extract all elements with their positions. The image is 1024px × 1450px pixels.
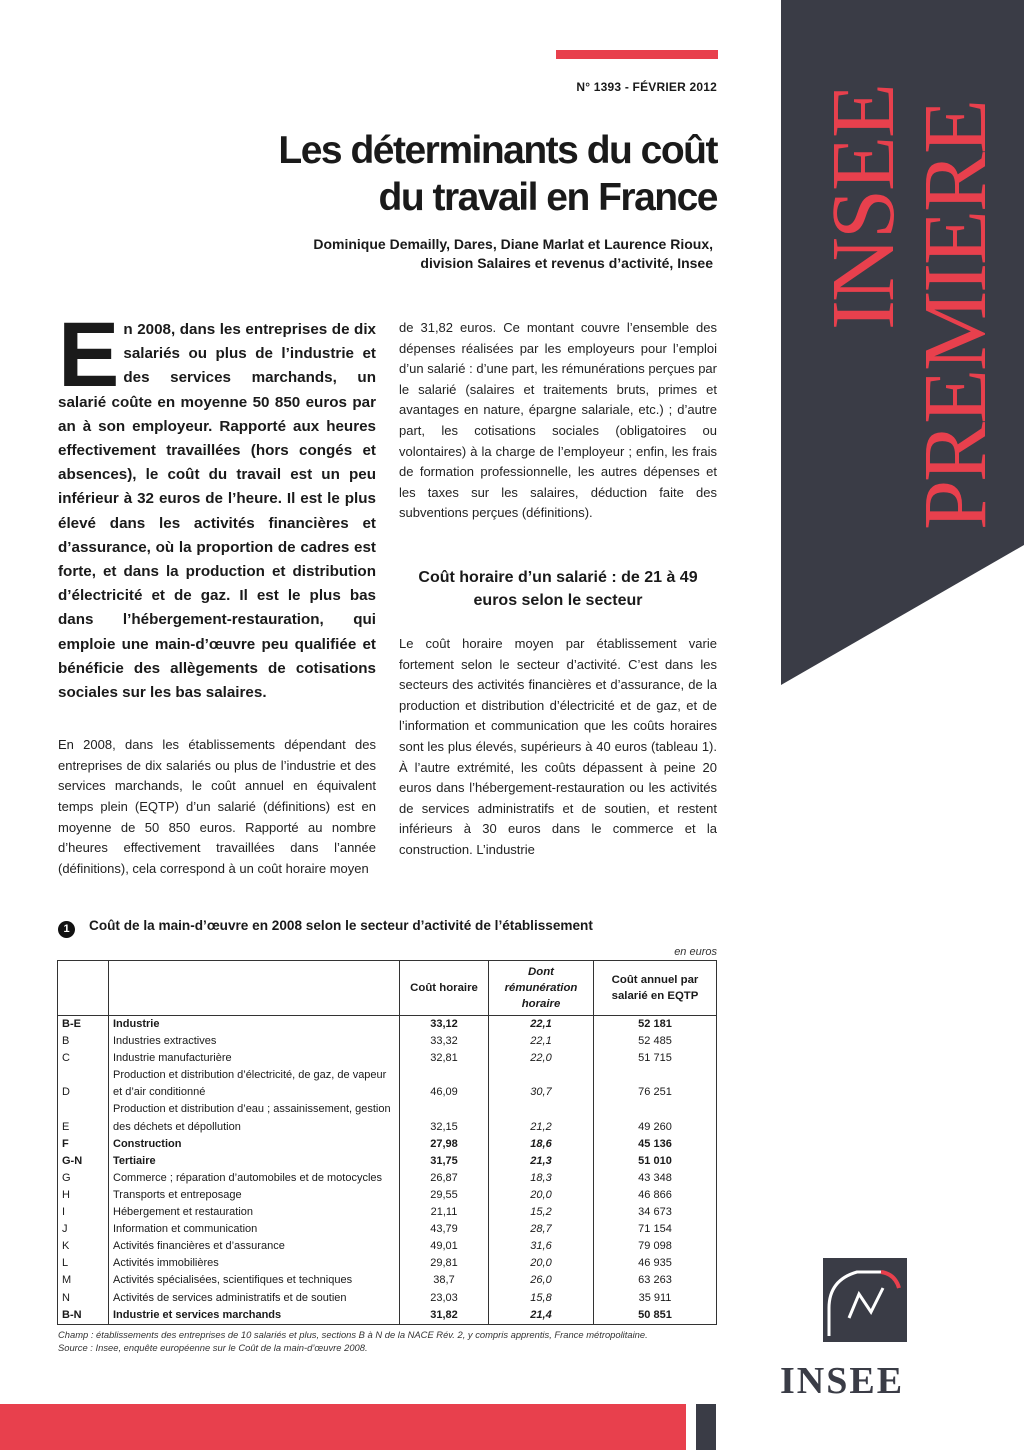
cell-code: M xyxy=(58,1272,109,1289)
cell-remuneration: 31,6 xyxy=(489,1238,594,1255)
cell-hourly: 32,15 xyxy=(400,1101,489,1135)
cell-code: F xyxy=(58,1136,109,1153)
article-column-right xyxy=(399,318,717,860)
cell-sector: Production et distribution d’eau ; assainissement, gestion des déchets et dépollution xyxy=(109,1101,400,1135)
table-row xyxy=(58,1290,717,1307)
table-row xyxy=(58,1255,717,1272)
figure-unit: en euros xyxy=(674,946,717,958)
lead-paragraph xyxy=(58,304,376,705)
cell-code: H xyxy=(58,1187,109,1204)
cell-annual: 34 673 xyxy=(594,1204,717,1221)
table-row xyxy=(58,1033,717,1050)
cell-annual: 52 485 xyxy=(594,1033,717,1050)
cell-annual: 51 715 xyxy=(594,1050,717,1067)
cell-remuneration: 28,7 xyxy=(489,1221,594,1238)
table-row xyxy=(58,1272,717,1289)
brand-word-premiere: PREMIERE xyxy=(906,100,1005,530)
section-subheading: Coût horaire d’un salarié : de 21 à 49 euros selon le secteur xyxy=(418,568,698,609)
cell-hourly: 27,98 xyxy=(400,1136,489,1153)
cell-hourly: 29,55 xyxy=(400,1187,489,1204)
figure-title-text: Coût de la main-d’œuvre en 2008 selon le secteur d’activité de l’établissement xyxy=(89,918,593,933)
article-column-left xyxy=(58,304,376,879)
cell-sector: Hébergement et restauration xyxy=(109,1204,400,1221)
table-row xyxy=(58,1187,717,1204)
cell-sector: Activités financières et d’assurance xyxy=(109,1238,400,1255)
insee-logo-mark xyxy=(823,1258,907,1342)
cell-remuneration: 30,7 xyxy=(489,1067,594,1101)
cell-code: B-E xyxy=(58,1016,109,1034)
cell-hourly: 49,01 xyxy=(400,1238,489,1255)
cell-sector: Construction xyxy=(109,1136,400,1153)
cell-code: D xyxy=(58,1067,109,1101)
table-row xyxy=(58,1016,717,1034)
lead-text: n 2008, dans les entreprises de dix salariés ou plus de l’industrie et des services marchands, un salarié coûte en moyenne 50 850 euros par an à son employeur. Rapporté aux heures effectivement travaillées (hors congés et absences), le coût du travail est un peu inférieur à 32 euros de l’heure. Il est le plus élevé dans les activités financières et d’assurance, où la proportion de cadres est forte, et dans la production et distribution d’électricité et de gaz. Il est le plus bas dans l’hébergement-restauration, qui emploie une main-d’œuvre peu qualifiée et bénéficie des allègements de cotisations sociales sur les bas salaires. xyxy=(58,321,376,702)
cell-annual: 79 098 xyxy=(594,1238,717,1255)
cell-remuneration: 21,3 xyxy=(489,1153,594,1170)
body-paragraph-3: Le coût horaire moyen par établissement varie fortement selon le secteur d’activité. C’est dans les secteurs des activités financières et d’assurance, de la production et distribution d’électricité et de gaz, et de l’information et communication que les coûts horaires sont les plus élevés, supérieurs à 40 euros (tableau 1). À l’autre extrémité, les coûts dépassent à peine 20 euros dans l’hébergement-restauration ou les activités de services administratifs et de soutien, et restent inférieurs à 30 euros dans le commerce et la construction. L’industrie xyxy=(399,635,717,857)
note-source: Source : Insee, enquête européenne sur le Coût de la main-d’œuvre 2008. xyxy=(58,1342,368,1353)
footer-dark-bar xyxy=(696,1404,716,1450)
cell-sector: Commerce ; réparation d’automobiles et de motocycles xyxy=(109,1170,400,1187)
footer-red-bar xyxy=(0,1404,686,1450)
page-title xyxy=(117,127,717,221)
cell-code: N xyxy=(58,1290,109,1307)
body-paragraph-1: En 2008, dans les établissements dépendant des entreprises de dix salariés ou plus de l’industrie et des services marchands, le coût annuel en équivalent temps plein (EQTP) d’un salarié (définitions) est en moyenne de 50 850 euros. Rapporté au nombre d’heures effectivement travaillées dans l’année (définitions), cela correspond à un coût horaire moyen xyxy=(58,737,376,876)
title-line-2: du travail en France xyxy=(378,176,717,219)
drop-cap: E xyxy=(58,304,120,406)
cell-sector: Tertiaire xyxy=(109,1153,400,1170)
cell-annual: 46 866 xyxy=(594,1187,717,1204)
header-remuneration: Dont rémunération horaire xyxy=(489,961,594,1016)
header-hourly: Coût horaire xyxy=(400,961,489,1016)
cell-sector: Industrie manufacturière xyxy=(109,1050,400,1067)
cell-sector: Transports et entreposage xyxy=(109,1187,400,1204)
note-champ: Champ : établissements des entreprises de 10 salariés et plus, sections B à N de la NACE Rév. 2, y compris apprentis, France métropolitaine. xyxy=(58,1329,648,1340)
authors xyxy=(113,235,713,273)
cell-annual: 45 136 xyxy=(594,1136,717,1153)
table-header-row xyxy=(58,961,717,1016)
cell-code: L xyxy=(58,1255,109,1272)
figure-number-badge: 1 xyxy=(58,921,75,938)
cell-annual: 46 935 xyxy=(594,1255,717,1272)
cell-remuneration: 18,6 xyxy=(489,1136,594,1153)
issue-number: N° 1393 - FÉVRIER 2012 xyxy=(576,80,717,94)
cell-annual: 35 911 xyxy=(594,1290,717,1307)
cell-code: J xyxy=(58,1221,109,1238)
cell-code: G-N xyxy=(58,1153,109,1170)
cell-annual: 76 251 xyxy=(594,1067,717,1101)
table-row xyxy=(58,1238,717,1255)
cell-annual: 52 181 xyxy=(594,1016,717,1034)
figure-title xyxy=(58,918,718,938)
cell-remuneration: 22,0 xyxy=(489,1050,594,1067)
table-row xyxy=(58,1307,717,1325)
cell-remuneration: 15,2 xyxy=(489,1204,594,1221)
table-body xyxy=(58,1016,717,1325)
body-paragraph-2: de 31,82 euros. Ce montant couvre l’ensemble des dépenses réalisées par les employeurs pour l’emploi d’un salarié : d’une part, les rémunérations perçues par le salarié (salaires et traitements bruts, primes et avantages en nature, épargne salariale, etc.) ; d’autre part, les cotisations sociales (obligatoires ou volontaires) à la charge de l’employeur ; enfin, les frais de formation professionnelle, les autres dépenses et les taxes sur les salaires, déduction faite des subventions perçues (définitions). xyxy=(399,320,717,521)
cell-sector: Activités de services administratifs et de soutien xyxy=(109,1290,400,1307)
cell-remuneration: 22,1 xyxy=(489,1033,594,1050)
cell-hourly: 23,03 xyxy=(400,1290,489,1307)
cell-annual: 49 260 xyxy=(594,1101,717,1135)
insee-logo-text: INSEE xyxy=(780,1360,905,1402)
header-code xyxy=(58,961,109,1016)
cell-sector: Activités spécialisées, scientifiques et techniques xyxy=(109,1272,400,1289)
cell-remuneration: 21,2 xyxy=(489,1101,594,1135)
header-annual: Coût annuel par salarié en EQTP xyxy=(594,961,717,1016)
cell-annual: 51 010 xyxy=(594,1153,717,1170)
cell-hourly: 29,81 xyxy=(400,1255,489,1272)
cell-sector: Activités immobilières xyxy=(109,1255,400,1272)
table-row xyxy=(58,1221,717,1238)
cell-hourly: 31,82 xyxy=(400,1307,489,1325)
table-row xyxy=(58,1153,717,1170)
table-row xyxy=(58,1136,717,1153)
header-accent-bar xyxy=(556,50,718,59)
authors-line-1: Dominique Demailly, Dares, Diane Marlat et Laurence Rioux, xyxy=(313,236,713,252)
table-row xyxy=(58,1204,717,1221)
cell-code: B-N xyxy=(58,1307,109,1325)
table-row xyxy=(58,1101,717,1135)
cell-hourly: 38,7 xyxy=(400,1272,489,1289)
cell-remuneration: 15,8 xyxy=(489,1290,594,1307)
cell-sector: Industrie xyxy=(109,1016,400,1034)
title-line-1: Les déterminants du coût xyxy=(278,129,717,172)
table-row xyxy=(58,1067,717,1101)
cell-hourly: 33,32 xyxy=(400,1033,489,1050)
table-row xyxy=(58,1050,717,1067)
cell-hourly: 46,09 xyxy=(400,1067,489,1101)
cell-hourly: 31,75 xyxy=(400,1153,489,1170)
cell-remuneration: 18,3 xyxy=(489,1170,594,1187)
cell-code: B xyxy=(58,1033,109,1050)
cell-remuneration: 21,4 xyxy=(489,1307,594,1325)
table-row xyxy=(58,1170,717,1187)
cell-remuneration: 26,0 xyxy=(489,1272,594,1289)
cell-remuneration: 20,0 xyxy=(489,1187,594,1204)
insee-logo xyxy=(780,1258,914,1403)
cell-code: E xyxy=(58,1101,109,1135)
cell-hourly: 33,12 xyxy=(400,1016,489,1034)
cell-hourly: 43,79 xyxy=(400,1221,489,1238)
cell-annual: 43 348 xyxy=(594,1170,717,1187)
cell-annual: 50 851 xyxy=(594,1307,717,1325)
cell-code: G xyxy=(58,1170,109,1187)
cell-remuneration: 20,0 xyxy=(489,1255,594,1272)
brand-wordmark xyxy=(811,45,1011,545)
cell-hourly: 26,87 xyxy=(400,1170,489,1187)
cell-sector: Production et distribution d’électricité, de gaz, de vapeur et d’air conditionné xyxy=(109,1067,400,1101)
header-sector xyxy=(109,961,400,1016)
cell-sector: Information et communication xyxy=(109,1221,400,1238)
cell-code: C xyxy=(58,1050,109,1067)
cell-hourly: 32,81 xyxy=(400,1050,489,1067)
cost-table xyxy=(57,960,717,1325)
cell-remuneration: 22,1 xyxy=(489,1016,594,1034)
cell-sector: Industrie et services marchands xyxy=(109,1307,400,1325)
authors-line-2: division Salaires et revenus d’activité, Insee xyxy=(420,255,713,271)
cell-sector: Industries extractives xyxy=(109,1033,400,1050)
cell-code: K xyxy=(58,1238,109,1255)
cell-annual: 71 154 xyxy=(594,1221,717,1238)
cell-hourly: 21,11 xyxy=(400,1204,489,1221)
table-notes xyxy=(58,1328,718,1354)
brand-word-insee: INSEE xyxy=(814,85,913,330)
cell-code: I xyxy=(58,1204,109,1221)
cell-annual: 63 263 xyxy=(594,1272,717,1289)
